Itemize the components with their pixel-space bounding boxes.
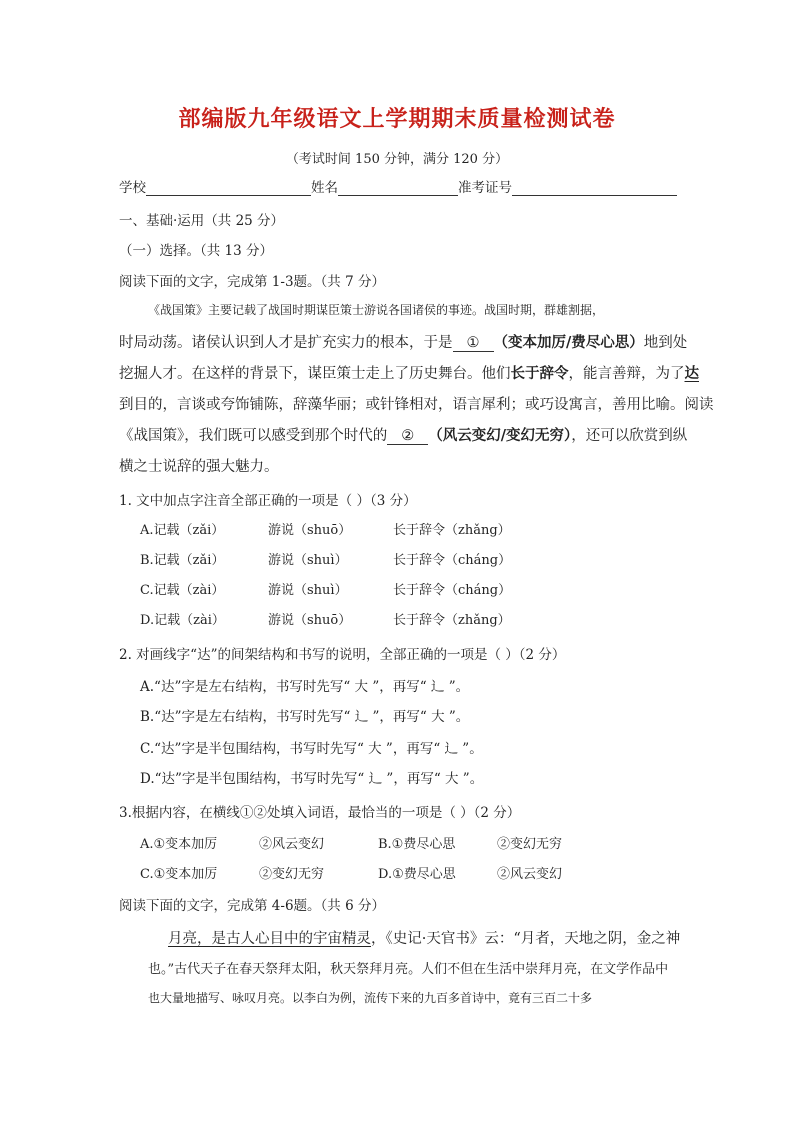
name-label: 姓名 xyxy=(311,180,338,196)
passage2-line2: 也。”古代天子在春天祭拜太阳，秋天祭拜月亮。人们不但在生活中崇拜月亮，在文学作品中 xyxy=(148,962,669,977)
reading-instruction-2: 阅读下面的文字，完成第 4-6题。（共 6 分） xyxy=(119,898,385,914)
q1-option-a-2: 游说（shuō） xyxy=(268,523,352,538)
reading-instruction-1: 阅读下面的文字，完成第 1-3题。（共 7 分） xyxy=(119,274,385,290)
school-blank[interactable] xyxy=(146,181,311,196)
q2-option-b[interactable]: B.“达”字是左右结构，书写时先写“ 辶 ”，再写“ 大 ”。 xyxy=(140,709,470,725)
exam-subtitle: （考试时间 150 分钟，满分 120 分） xyxy=(285,152,509,167)
exam-no-blank[interactable] xyxy=(512,181,677,196)
page-title: 部编版九年级语文上学期期末质量检测试卷 xyxy=(178,107,616,132)
underlined-sentence: 月亮，是古人心目中的宇宙精灵 xyxy=(168,931,371,947)
school-label: 学校 xyxy=(119,180,146,196)
q2-option-d[interactable]: D.“达”字是半包围结构，书写时先写“ 辶 ”，再写“ 大 ”。 xyxy=(140,771,484,787)
exam-no-label: 准考证号 xyxy=(458,180,512,196)
name-blank[interactable] xyxy=(338,181,458,196)
blank-2[interactable]: ② xyxy=(387,428,428,445)
q3-option-b-2: ②变幻无穷 xyxy=(497,837,563,852)
q1-option-c-3: 长于辞令（cháng） xyxy=(393,583,512,598)
q3-option-b-1[interactable]: B.①费尽心思 xyxy=(378,837,456,852)
q3-option-d-2: ②风云变幻 xyxy=(497,867,563,882)
q2-option-c[interactable]: C.“达”字是半包围结构，书写时先写“ 大 ”，再写“ 辶 ”。 xyxy=(140,741,483,757)
part-heading: （一）选择。（共 13 分） xyxy=(119,243,274,259)
q1-option-d-3: 长于辞令（zhǎng） xyxy=(393,613,511,628)
q1-option-b-1[interactable]: B.记载（zǎi） xyxy=(140,553,225,568)
passage1-line2: 时局动荡。诸侯认识到人才是扩充实力的根本，于是 ① （变本加厉/费尽心思）地到处 xyxy=(119,334,688,351)
passage2-line3: 也大量地描写、咏叹月亮。以李白为例，流传下来的九百多首诗中，竟有三百二十多 xyxy=(148,991,593,1005)
passage1-line6: 横之士说辞的强大魅力。 xyxy=(119,459,279,475)
underlined-char-da: 达 xyxy=(684,365,699,382)
q1-option-a-3: 长于辞令（zhǎng） xyxy=(393,523,511,538)
q3-option-c-1[interactable]: C.①变本加厉 xyxy=(140,867,218,882)
q1-option-c-1[interactable]: C.记载（zài） xyxy=(140,583,225,598)
question-1-stem: 1. 文中加点字注音全部正确的一项是（ ）（3 分） xyxy=(119,493,417,509)
question-2-stem: 2. 对画线字“达”的间架结构和书写的说明，全部正确的一项是（ ）（2 分） xyxy=(119,647,566,663)
passage1-line3: 挖掘人才。在这样的背景下，谋臣策士走上了历史舞台。他们长于辞令，能言善辩，为了达 xyxy=(119,365,699,382)
q3-option-d-1[interactable]: D.①费尽心思 xyxy=(378,867,456,882)
q3-option-a-2: ②风云变幻 xyxy=(259,837,325,852)
q1-option-a-1[interactable]: A.记载（zǎi） xyxy=(140,523,225,538)
passage1-line5: 《战国策》，我们既可以感受到那个时代的 ② （风云变幻/变幻无穷），还可以欣赏到纵 xyxy=(119,427,688,444)
q3-option-c-2: ②变幻无穷 xyxy=(259,867,325,882)
q3-option-a-1[interactable]: A.①变本加厉 xyxy=(140,837,218,852)
section-heading: 一、基础·运用（共 25 分） xyxy=(119,213,285,229)
q1-option-b-3: 长于辞令（cháng） xyxy=(393,553,512,568)
passage2-line1: 月亮，是古人心目中的宇宙精灵，《史记·天官书》云：“月者，天地之阴，金之神 xyxy=(168,931,681,947)
q1-option-d-1[interactable]: D.记载（zài） xyxy=(140,613,225,628)
q1-option-d-2: 游说（shuō） xyxy=(268,613,352,628)
q1-option-c-2: 游说（shuì） xyxy=(268,583,348,598)
q1-option-b-2: 游说（shuì） xyxy=(268,553,348,568)
highlighted-phrase: 长于辞令 xyxy=(510,365,569,382)
student-info-row xyxy=(119,176,677,196)
passage1-line1: 《战国策》主要记载了战国时期谋臣策士游说各国诸侯的事迹。战国时期，群雄割据， xyxy=(148,303,605,317)
question-3-stem: 3.根据内容，在横线①②处填入词语，最恰当的一项是（ ）（2 分） xyxy=(119,805,521,821)
q2-option-a[interactable]: A.“达”字是左右结构，书写时先写“ 大 ”，再写“ 辶 ”。 xyxy=(140,679,470,695)
passage1-line4: 到目的，言谈或夸饰铺陈，辞藻华丽；或针锋相对，语言犀利；或巧设寓言，善用比喻。阅读 xyxy=(119,397,714,413)
blank-1[interactable]: ① xyxy=(453,335,494,352)
